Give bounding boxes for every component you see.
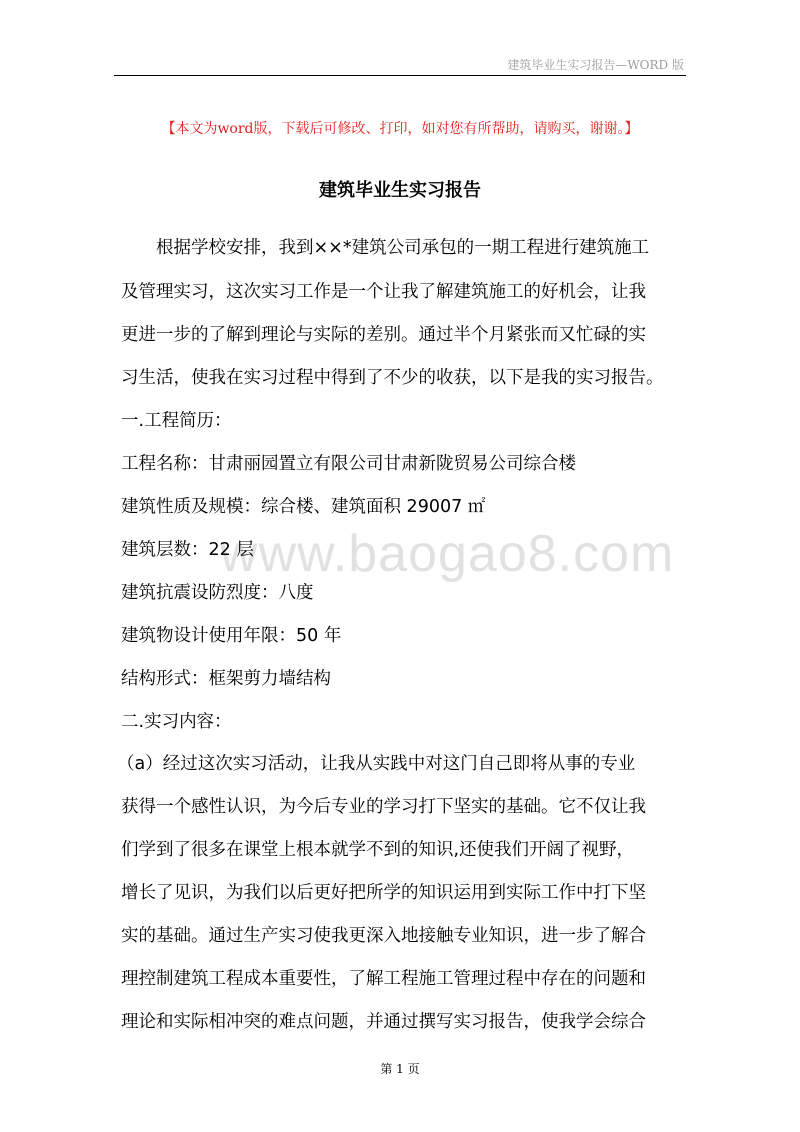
body-line: 实的基础。通过生产实习使我更深入地接触专业知识，进一步了解合 [121, 926, 646, 946]
body-line: 获得一个感性认识，为今后专业的学习打下坚实的基础。它不仅让我 [121, 797, 646, 817]
body-line: 结构形式：框架剪力墙结构 [121, 669, 331, 689]
section-heading: 一.工程简历： [121, 411, 232, 431]
page-number: 第 1 页 [380, 1062, 420, 1076]
body-line: 理控制建筑工程成本重要性，了解工程施工管理过程中存在的问题和 [121, 969, 646, 989]
body-line: 建筑性质及规模：综合楼、建筑面积 29007 ㎡ [121, 497, 486, 517]
section-heading: 二.实习内容： [121, 712, 232, 732]
watermark: www.baogao8.com [220, 525, 675, 583]
body-line: 及管理实习，这次实习工作是一个让我了解建筑施工的好机会，让我 [121, 282, 646, 302]
header-divider [114, 75, 686, 76]
body-line: 工程名称：甘肃丽园置立有限公司甘肃新陇贸易公司综合楼 [121, 454, 576, 474]
body-line: 建筑层数：22 层 [121, 540, 254, 560]
body-line: 理论和实际相冲突的难点问题，并通过撰写实习报告，使我学会综合 [121, 1012, 646, 1032]
body-line: 习生活，使我在实习过程中得到了不少的收获，以下是我的实习报告。 [121, 368, 664, 388]
body-line: 建筑物设计使用年限：50 年 [121, 626, 342, 646]
body-line: 更进一步的了解到理论与实际的差别。通过半个月紧张而又忙碌的实 [121, 325, 646, 345]
body-line: 们学到了很多在课堂上根本就学不到的知识,还使我们开阔了视野， [121, 840, 635, 860]
body-line: 增长了见识，为我们以后更好把所学的知识运用到实际工作中打下坚 [121, 883, 646, 903]
purchase-notice: 【本文为word版，下载后可修改、打印，如对您有所帮助，请购买，谢谢。】 [161, 121, 639, 137]
running-header: 建筑毕业生实习报告—WORD 版 [507, 58, 684, 72]
body-line: 根据学校安排，我到××*建筑公司承包的一期工程进行建筑施工 [156, 238, 650, 258]
body-line: （a）经过这次实习活动，让我从实践中对这门自己即将从事的专业 [117, 754, 636, 774]
body-line: 建筑抗震设防烈度：八度 [121, 583, 314, 603]
document-title: 建筑毕业生实习报告 [319, 180, 481, 201]
